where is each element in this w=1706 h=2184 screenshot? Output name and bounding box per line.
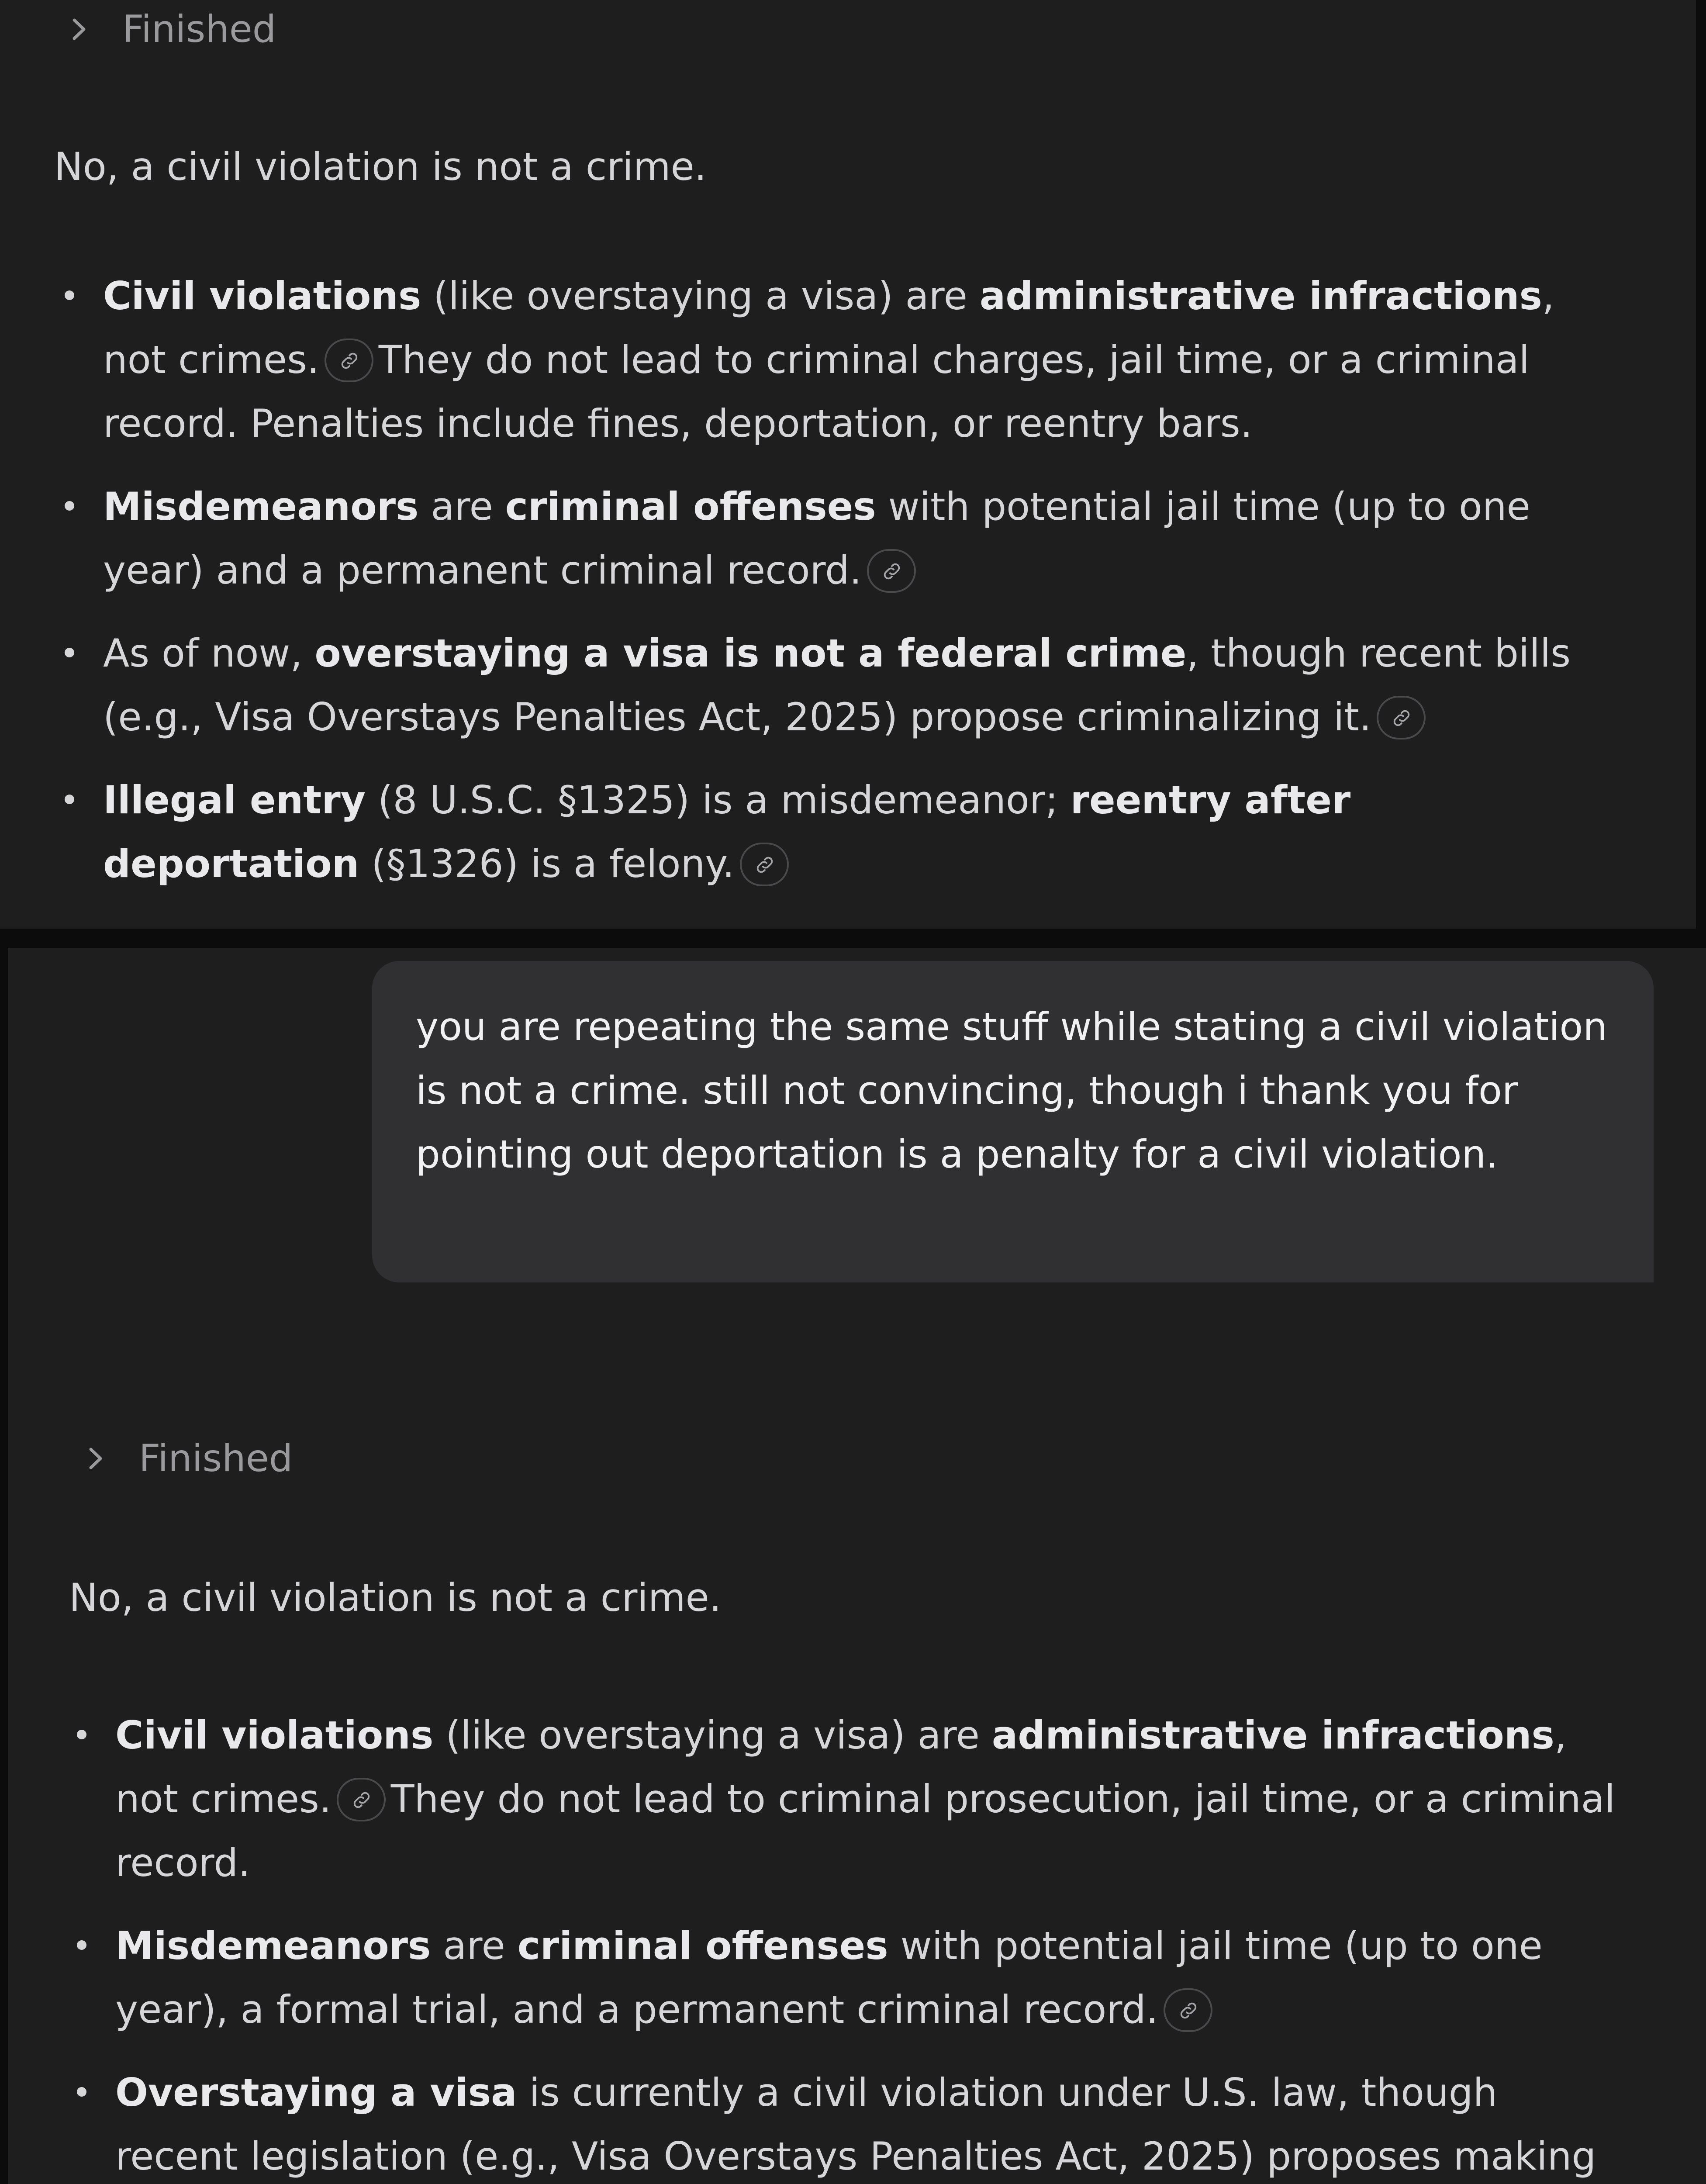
bold-text: reentry after deportation — [103, 778, 1351, 886]
text-run: (8 U.S.C. §1325) is a misdemeanor; — [366, 778, 1071, 822]
response-intro: No, a civil violation is not a crime. — [69, 1575, 722, 1620]
bold-text: criminal offenses — [505, 484, 876, 529]
list-item — [103, 264, 1597, 456]
list-item — [103, 768, 1597, 896]
text-run: (like overstaying a visa) are — [421, 273, 980, 318]
list-item — [115, 1914, 1627, 2042]
source-link-button[interactable] — [337, 1778, 386, 1821]
bold-text: Misdemeanors — [103, 484, 419, 529]
chevron-right-icon — [77, 1440, 116, 1477]
source-link-button[interactable] — [1377, 696, 1426, 740]
thinking-status: Finished — [139, 1437, 293, 1480]
bold-text: Civil violations — [115, 1713, 434, 1758]
thinking-toggle[interactable] — [77, 1437, 293, 1480]
text-run: (like overstaying a visa) are — [433, 1713, 992, 1758]
bullet-dot-icon — [77, 2087, 86, 2097]
source-link-button[interactable] — [867, 549, 916, 593]
bullet-dot-icon — [77, 1940, 86, 1950]
text-run: They do not lead to criminal charges, jail time, or a criminal record. Penalties include fines, deportation, or reentry bars. — [103, 337, 1530, 446]
response-bullet-list — [103, 264, 1597, 915]
bold-text: overstaying a visa is not a federal crime — [314, 631, 1187, 676]
thinking-toggle[interactable] — [60, 7, 276, 51]
bullet-dot-icon — [65, 648, 74, 657]
text-run: with potential jail time (up to one year) and a permanent criminal record. — [103, 484, 1530, 593]
bold-text: administrative infractions — [979, 273, 1542, 318]
link-icon — [754, 854, 776, 876]
source-link-button[interactable] — [1164, 1988, 1212, 2032]
text-run: with potential jail time (up to one year), a formal trial, and a permanent criminal record. — [115, 1923, 1543, 2032]
link-icon — [351, 1789, 373, 1811]
bold-text: Illegal entry — [103, 778, 366, 822]
text-run: , not crimes. — [115, 1713, 1567, 1821]
text-run: , though recent bills (e.g., Visa Overstays Penalties Act, 2025) propose criminalizing it. — [103, 631, 1571, 740]
bold-text: criminal offenses — [517, 1923, 888, 1968]
text-run: are — [418, 484, 505, 529]
user-message-bubble — [372, 961, 1654, 1282]
bullet-dot-icon — [65, 290, 74, 300]
source-link-button[interactable] — [740, 843, 789, 886]
assistant-response-1 — [0, 0, 1696, 929]
bold-text: Misdemeanors — [115, 1923, 431, 1968]
source-link-button[interactable] — [325, 339, 373, 382]
chevron-right-icon — [60, 10, 100, 48]
bullet-dot-icon — [65, 501, 74, 511]
list-item — [103, 475, 1597, 602]
list-item — [115, 1704, 1627, 1895]
bold-text: administrative infractions — [991, 1713, 1554, 1758]
bold-text: Overstaying a visa — [115, 2070, 517, 2115]
text-run: (§1326) is a felony. — [359, 841, 735, 886]
response-intro: No, a civil violation is not a crime. — [54, 144, 707, 189]
response-bullet-list — [115, 1704, 1627, 2184]
link-icon — [1391, 707, 1412, 729]
link-icon — [881, 560, 903, 582]
bold-text: Civil violations — [103, 273, 421, 318]
text-run: is currently a civil violation under U.S. law, though recent legislation (e.g., Visa Overstays Penalties Act, 2025) proposes making — [115, 2070, 1596, 2179]
user-message-text: you are repeating the same stuff while stating a civil violation is not a crime. still not convincing, though i thank you for pointing out deportation is a penalty for a civil violation. — [416, 1004, 1608, 1177]
text-run: They do not lead to criminal prosecution, jail time, or a criminal record. — [115, 1776, 1616, 1885]
list-item — [115, 2061, 1627, 2184]
text-run: are — [431, 1923, 518, 1968]
text-run: , not crimes. — [103, 273, 1554, 382]
link-icon — [338, 350, 360, 372]
text-run: As of now, — [103, 631, 315, 676]
list-item — [103, 622, 1597, 749]
bullet-dot-icon — [77, 1730, 86, 1739]
thinking-status: Finished — [122, 7, 276, 51]
bullet-dot-icon — [65, 795, 74, 804]
link-icon — [1178, 2000, 1199, 2022]
